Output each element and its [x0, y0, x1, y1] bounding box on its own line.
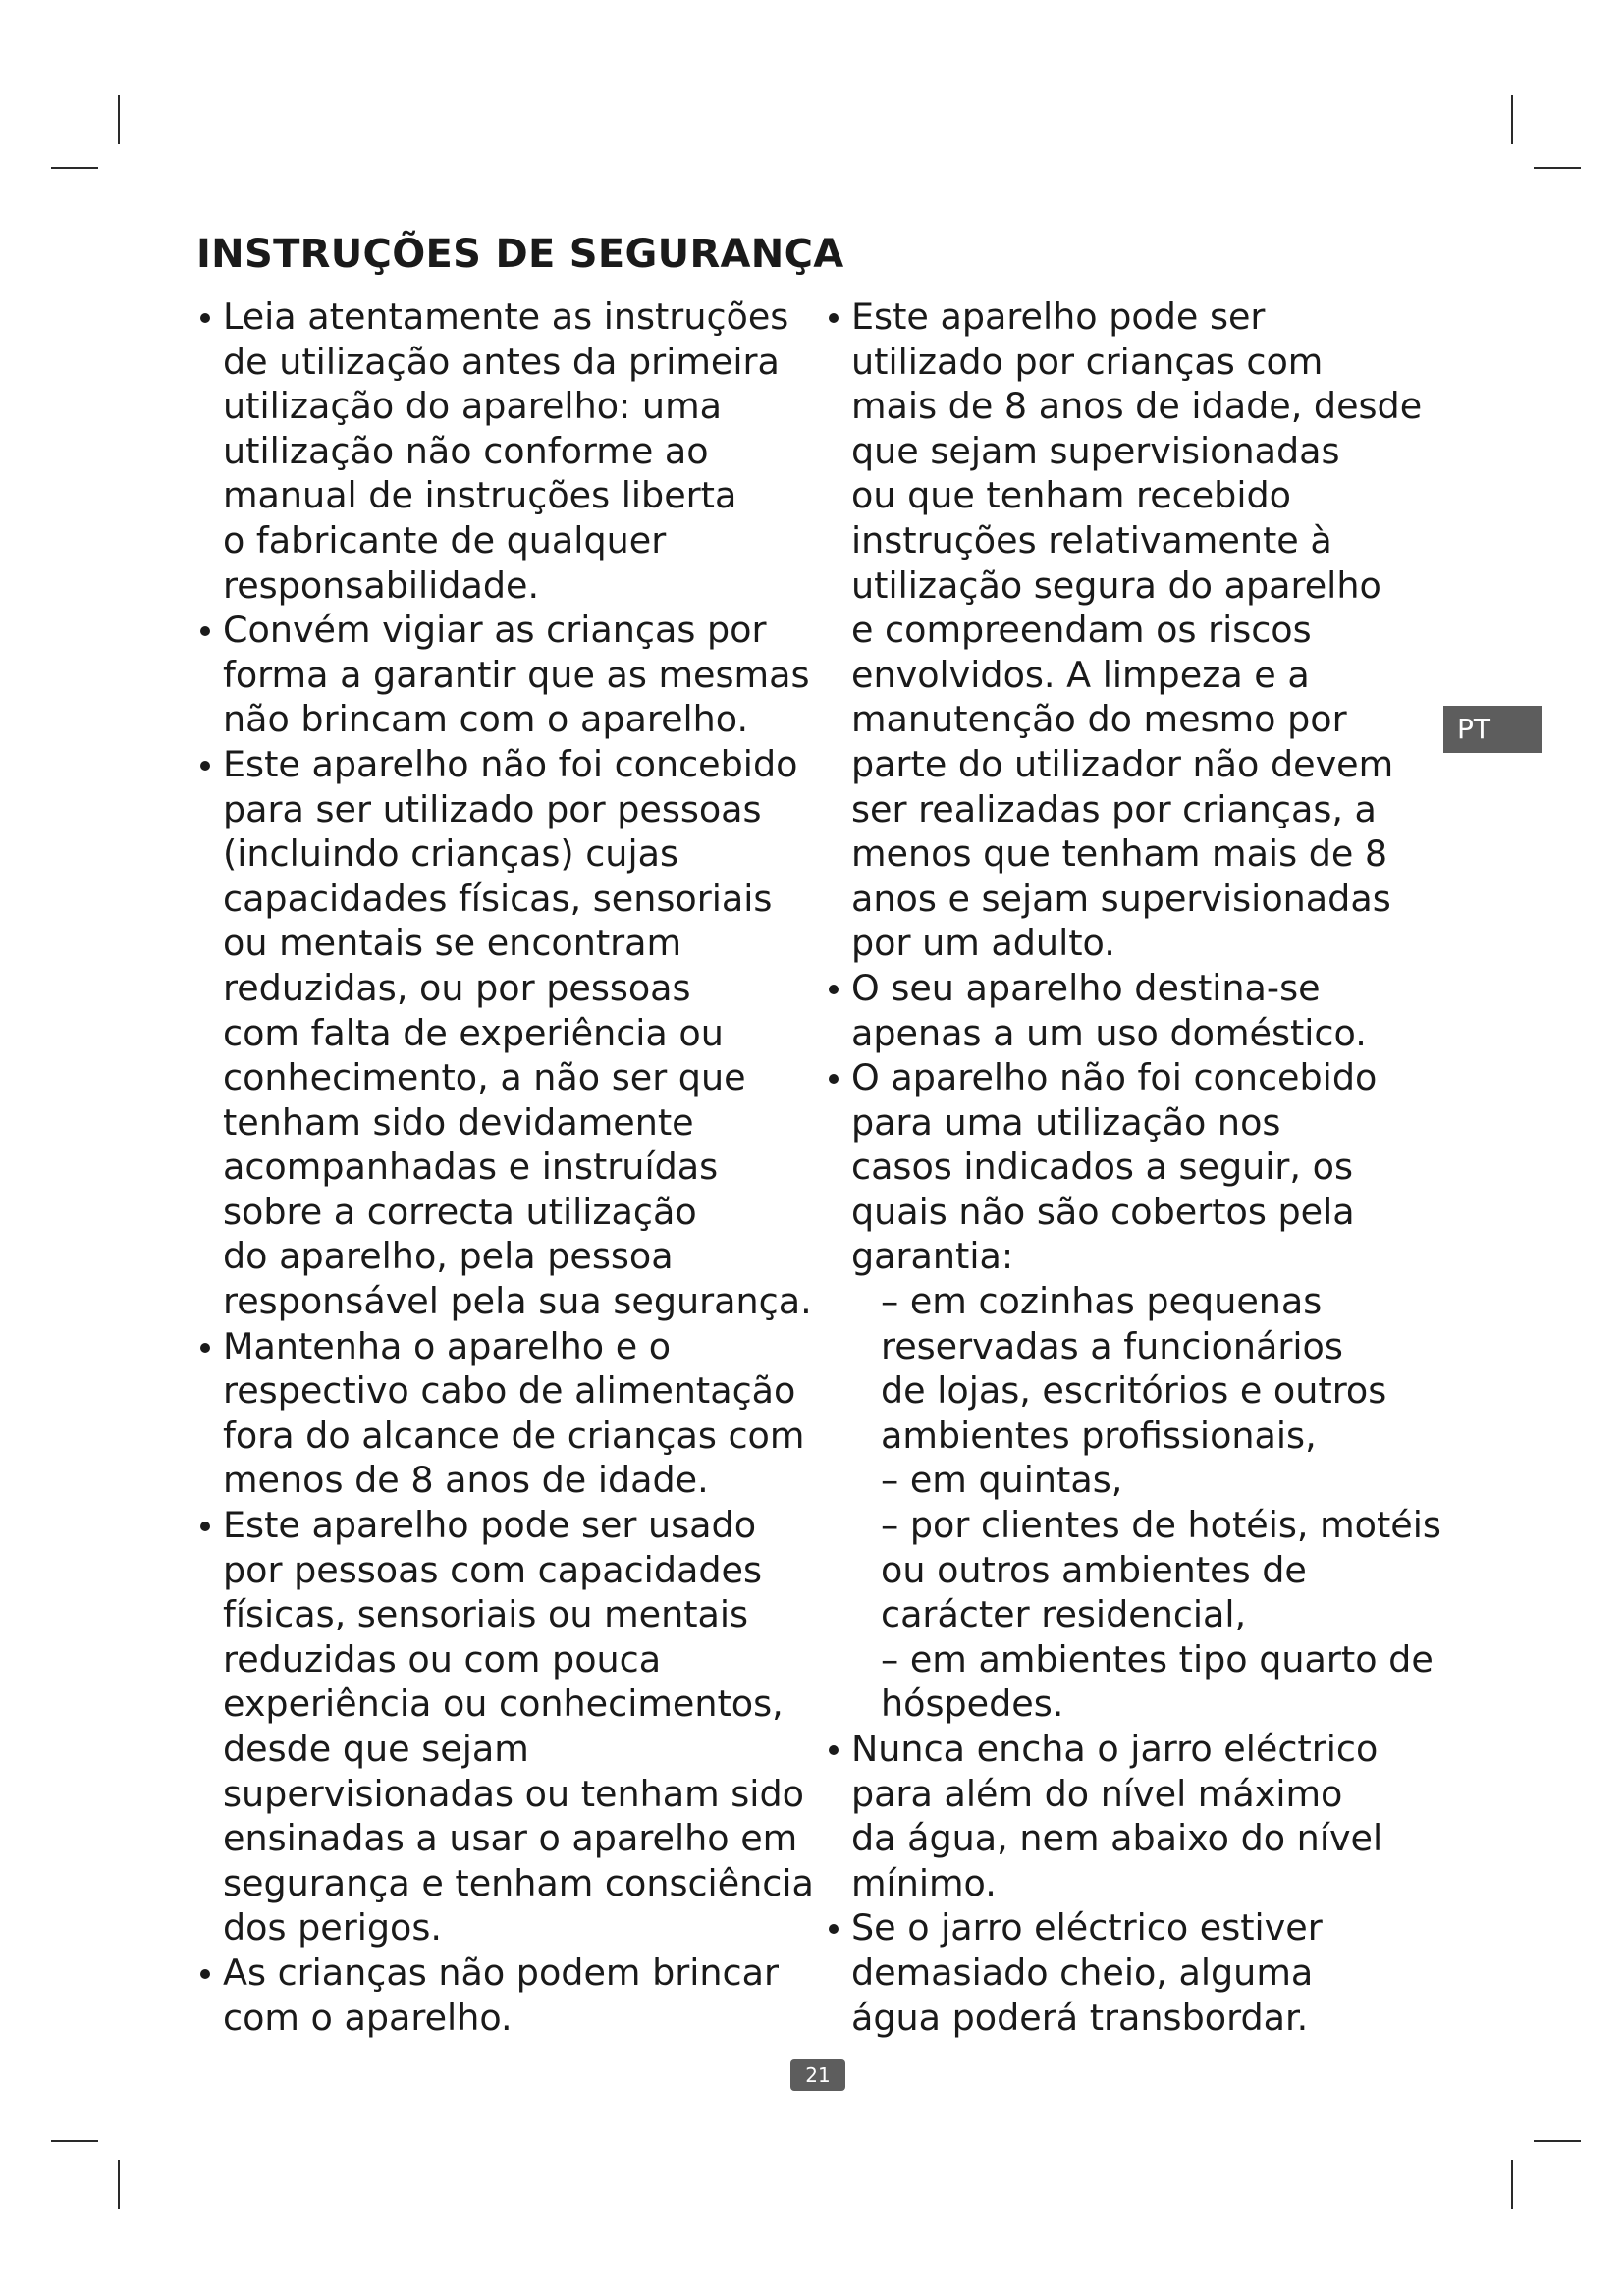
text-line: Se o jarro eléctrico estiver	[851, 1906, 1323, 1949]
bullet-item	[196, 742, 810, 1324]
text-line: demasiado cheio, alguma	[851, 1950, 1314, 1994]
text-line: parte do utilizador não devem	[851, 742, 1394, 785]
text-line: forma a garantir que as mesmas	[223, 653, 810, 696]
bullet-dot-icon	[829, 313, 839, 323]
text-line: Este aparelho não foi concebido	[223, 742, 798, 785]
text-line: menos que tenham mais de 8	[851, 832, 1388, 876]
crop-mark-bottom-left-vertical	[118, 2160, 120, 2209]
text-line: ser realizadas por crianças, a	[851, 787, 1377, 830]
text-line: O seu aparelho destina-se	[851, 966, 1321, 1009]
text-line: utilização do aparelho: uma	[223, 385, 722, 428]
bullet-dot-icon	[200, 1522, 210, 1531]
language-tab: PT	[1443, 706, 1542, 753]
crop-mark-top-right-vertical	[1511, 95, 1513, 144]
text-line: apenas a um uso doméstico.	[851, 1011, 1367, 1054]
sub-text-line: – em quintas,	[881, 1459, 1123, 1502]
text-line: manutenção do mesmo por	[851, 698, 1347, 741]
text-line: supervisionadas ou tenham sido	[223, 1772, 804, 1815]
crop-mark-top-left-horizontal	[51, 167, 98, 169]
text-line: envolvidos. A limpeza e a	[851, 653, 1310, 696]
sub-text-line: – em cozinhas pequenas	[881, 1280, 1323, 1323]
crop-mark-top-left-vertical	[118, 95, 120, 144]
text-line: Nunca encha o jarro eléctrico	[851, 1728, 1379, 1770]
text-line: quais não são cobertos pela	[851, 1190, 1355, 1233]
text-line: ou que tenham recebido	[851, 474, 1291, 517]
text-line: reduzidas, ou por pessoas	[223, 966, 691, 1009]
left-column	[196, 294, 814, 2040]
page-number: 21	[790, 2059, 845, 2091]
text-line: para ser utilizado por pessoas	[223, 787, 762, 830]
text-line: do aparelho, pela pessoa	[223, 1235, 674, 1278]
bullet-dot-icon	[200, 761, 210, 771]
crop-mark-bottom-right-horizontal	[1534, 2140, 1581, 2142]
text-line: menos de 8 anos de idade.	[223, 1459, 709, 1502]
text-line: mínimo.	[851, 1861, 997, 1904]
text-line: Convém vigiar as crianças por	[223, 609, 767, 652]
text-line: de utilização antes da primeira	[223, 340, 780, 383]
text-line: As crianças não podem brincar	[223, 1950, 779, 1994]
text-line: manual de instruções liberta	[223, 474, 737, 517]
bullet-item	[196, 608, 810, 742]
sub-text-line: carácter residencial,	[881, 1593, 1247, 1636]
text-line: Este aparelho pode ser	[851, 295, 1266, 338]
text-line: capacidades físicas, sensoriais	[223, 877, 773, 920]
page-title: INSTRUÇÕES DE SEGURANÇA	[196, 232, 844, 277]
bullet-item	[825, 294, 1453, 966]
bullet-dot-icon	[200, 626, 210, 636]
bullet-dot-icon	[829, 985, 839, 994]
text-line: utilizado por crianças com	[851, 340, 1324, 383]
text-line: experiência ou conhecimentos,	[223, 1682, 784, 1726]
text-line: (incluindo crianças) cujas	[223, 832, 678, 876]
text-line: respectivo cabo de alimentação	[223, 1369, 796, 1413]
text-line: não brincam com o aparelho.	[223, 698, 749, 741]
text-line: Este aparelho pode ser usado	[223, 1504, 757, 1547]
text-line: utilização não conforme ao	[223, 429, 709, 472]
sub-text-line: – em ambientes tipo quarto de	[881, 1637, 1434, 1681]
text-line: físicas, sensoriais ou mentais	[223, 1593, 749, 1636]
bullet-item	[825, 1905, 1453, 2040]
sub-text-line: ambientes profissionais,	[881, 1414, 1317, 1457]
text-line: segurança e tenham consciência	[223, 1861, 814, 1904]
text-line: desde que sejam	[223, 1728, 529, 1770]
sub-text-line: hóspedes.	[881, 1682, 1064, 1726]
bullet-item	[825, 1727, 1453, 1905]
right-column	[825, 294, 1453, 2040]
text-line: o fabricante de qualquer	[223, 518, 667, 561]
sub-text-line: – por clientes de hotéis, motéis	[881, 1504, 1441, 1547]
text-line: para uma utilização nos	[851, 1100, 1281, 1144]
text-line: instruções relativamente à	[851, 518, 1332, 561]
text-line: tenham sido devidamente	[223, 1100, 694, 1144]
bullet-item	[196, 294, 810, 608]
text-line: casos indicados a seguir, os	[851, 1146, 1353, 1189]
text-line: acompanhadas e instruídas	[223, 1146, 719, 1189]
text-line: dos perigos.	[223, 1906, 443, 1949]
text-line: por um adulto.	[851, 922, 1115, 965]
text-line: anos e sejam supervisionadas	[851, 877, 1391, 920]
text-line: fora do alcance de crianças com	[223, 1414, 805, 1457]
sub-text-line: ou outros ambientes de	[881, 1548, 1307, 1591]
bullet-dot-icon	[200, 1969, 210, 1979]
text-line: para além do nível máximo	[851, 1772, 1343, 1815]
bullet-dot-icon	[829, 1074, 839, 1084]
sub-text-line: reservadas a funcionários	[881, 1324, 1343, 1367]
bullet-item	[825, 966, 1453, 1055]
bullet-item	[196, 1324, 810, 1503]
text-line: mais de 8 anos de idade, desde	[851, 385, 1423, 428]
crop-mark-bottom-left-horizontal	[51, 2140, 98, 2142]
text-line: e compreendam os riscos	[851, 609, 1312, 652]
text-line: Leia atentamente as instruções	[223, 295, 789, 338]
bullet-dot-icon	[829, 1924, 839, 1934]
text-line: conhecimento, a não ser que	[223, 1056, 746, 1099]
text-line: Mantenha o aparelho e o	[223, 1324, 672, 1367]
text-line: sobre a correcta utilização	[223, 1190, 697, 1233]
text-line: com o aparelho.	[223, 1996, 513, 2039]
text-line: água poderá transbordar.	[851, 1996, 1309, 2039]
text-line: responsável pela sua segurança.	[223, 1280, 812, 1323]
bullet-dot-icon	[200, 313, 210, 323]
text-line: que sejam supervisionadas	[851, 429, 1340, 472]
sub-text-line: de lojas, escritórios e outros	[881, 1369, 1387, 1413]
bullet-item	[196, 1503, 814, 1950]
text-line: ensinadas a usar o aparelho em	[223, 1817, 798, 1860]
bullet-dot-icon	[829, 1745, 839, 1755]
crop-mark-top-right-horizontal	[1534, 167, 1581, 169]
text-line: utilização segura do aparelho	[851, 563, 1381, 607]
text-line: garantia:	[851, 1235, 1014, 1278]
text-line: por pessoas com capacidades	[223, 1548, 762, 1591]
bullet-item	[825, 1055, 1453, 1727]
crop-mark-bottom-right-vertical	[1511, 2160, 1513, 2209]
text-line: responsabilidade.	[223, 563, 540, 607]
text-line: ou mentais se encontram	[223, 922, 682, 965]
bullet-item	[196, 1950, 810, 2040]
bullet-dot-icon	[200, 1343, 210, 1353]
text-line: da água, nem abaixo do nível	[851, 1817, 1383, 1860]
text-line: reduzidas ou com pouca	[223, 1637, 662, 1681]
text-line: com falta de experiência ou	[223, 1011, 724, 1054]
text-line: O aparelho não foi concebido	[851, 1056, 1378, 1099]
